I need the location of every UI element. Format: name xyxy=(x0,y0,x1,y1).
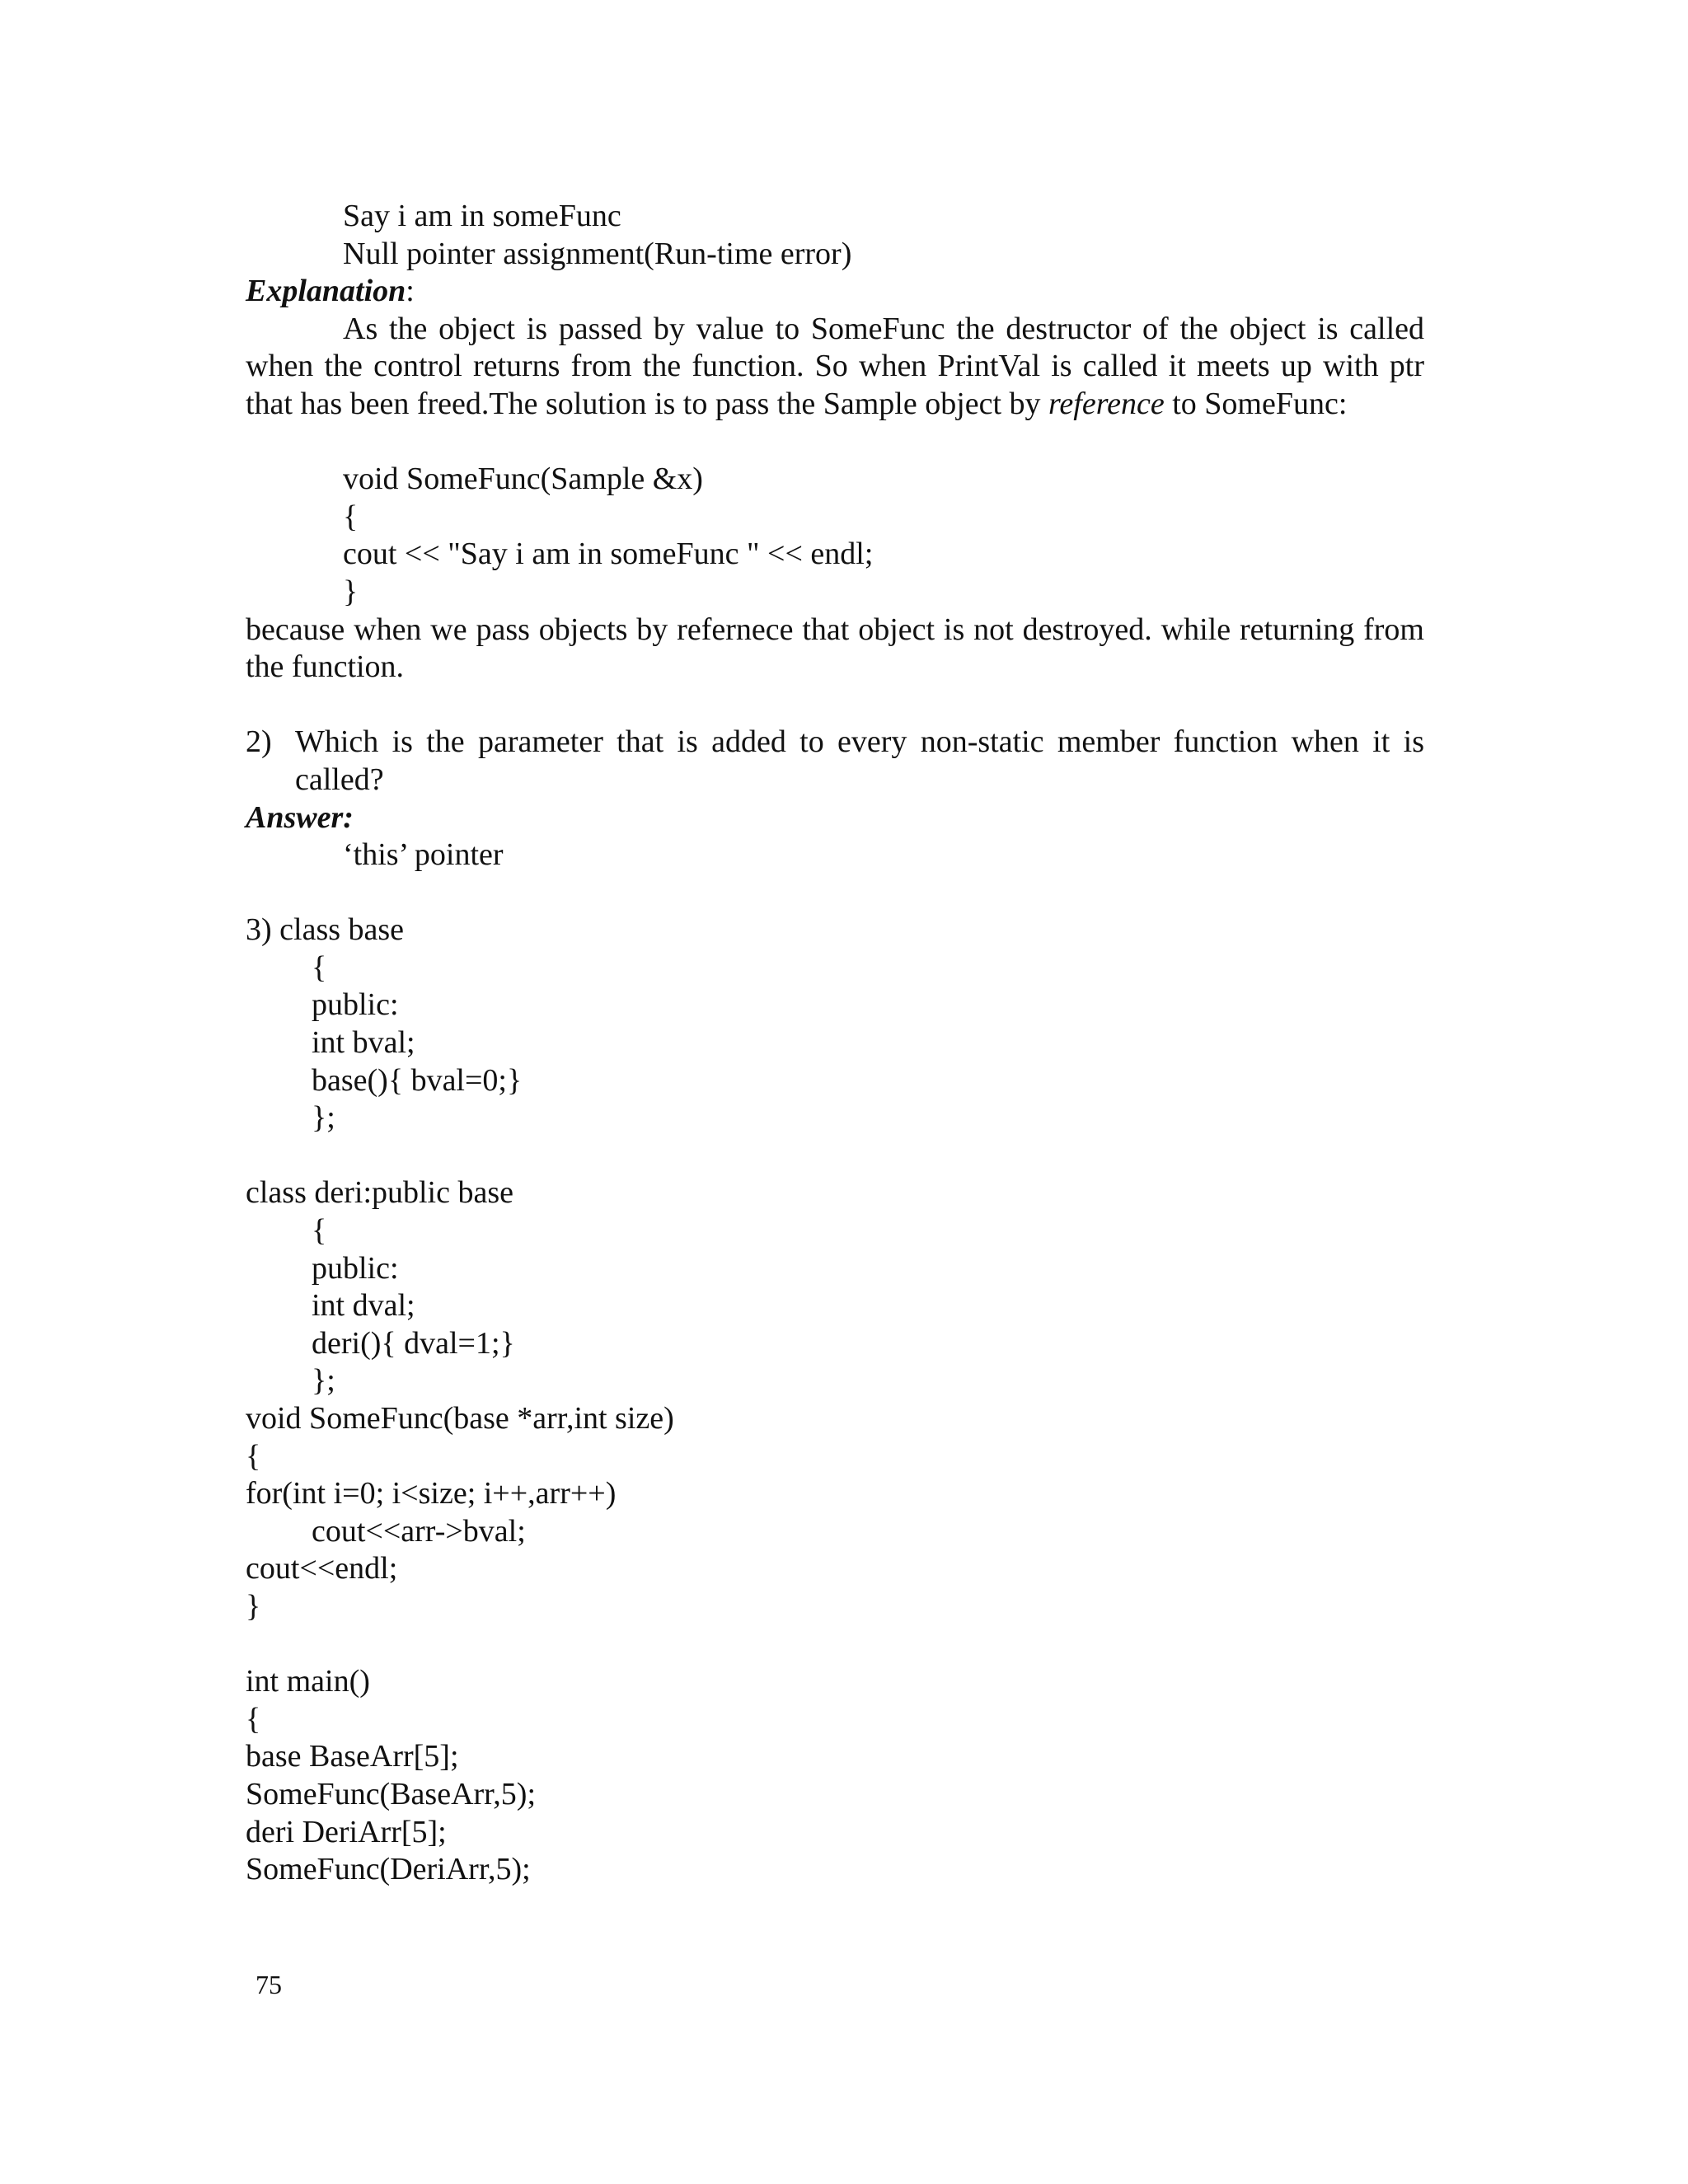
code-line: { xyxy=(246,1701,261,1736)
explanation-colon: : xyxy=(406,274,415,309)
explanation-paragraph xyxy=(246,311,1424,424)
code-line: cout<<arr->bval; xyxy=(312,1513,526,1549)
code-line: base BaseArr[5]; xyxy=(246,1739,459,1774)
code-line: public: xyxy=(312,1250,399,1286)
code-line: class deri:public base xyxy=(246,1175,514,1211)
code-line: }; xyxy=(312,1100,335,1136)
question-text: Which is the parameter that is added to every non-static member function when it is called? xyxy=(295,724,1424,797)
code-line: } xyxy=(343,574,359,609)
code-line: { xyxy=(343,499,359,534)
page-body xyxy=(246,198,1424,1889)
code-line: int bval; xyxy=(312,1025,415,1061)
code-line: cout<<endl; xyxy=(246,1551,398,1586)
code-line: void SomeFunc(base *arr,int size) xyxy=(246,1401,674,1436)
code-line: }; xyxy=(312,1363,335,1399)
page-number: 75 xyxy=(256,1970,282,1999)
code-line: 3) class base xyxy=(246,912,405,948)
question-number: 2) xyxy=(246,724,272,760)
code-line: deri DeriArr[5]; xyxy=(246,1814,447,1849)
code-line: { xyxy=(312,1213,327,1249)
code-line: SomeFunc(BaseArr,5); xyxy=(246,1776,537,1811)
spacer xyxy=(246,874,1424,912)
explanation-heading-line xyxy=(246,273,1424,311)
spacer xyxy=(246,1137,1424,1175)
code-line: } xyxy=(246,1588,261,1624)
code-line: int dval; xyxy=(312,1288,415,1324)
code-line: void SomeFunc(Sample &x) xyxy=(343,462,703,497)
code-line: { xyxy=(312,949,327,985)
code-line: int main() xyxy=(246,1664,370,1699)
code-line: public: xyxy=(312,987,399,1023)
output-line: Null pointer assignment(Run-time error) xyxy=(343,236,852,271)
code-line: for(int i=0; i<size; i++,arr++) xyxy=(246,1476,617,1511)
explanation-text-1: As the object is passed by value to SomeFunc the destructor of the object is called when the control returns from the function. So when PrintVal is called it meets up with ptr that has been freed.The solution is to pass the Sample object by xyxy=(246,311,1424,421)
answer-text: ‘this’ pointer xyxy=(343,837,504,873)
code-line: deri(){ dval=1;} xyxy=(312,1325,515,1361)
code-line: cout << "Say i am in someFunc " << endl; xyxy=(343,537,874,572)
code-line: { xyxy=(246,1438,261,1474)
explanation-text-2: to SomeFunc: xyxy=(1164,386,1348,421)
explanation-heading: Explanation xyxy=(246,274,406,309)
spacer xyxy=(246,1626,1424,1664)
output-line: Say i am in someFunc xyxy=(343,199,621,233)
answer-heading: Answer: xyxy=(246,799,354,835)
explanation-closing: because when we pass objects by refernece that object is not destroyed. while returning from the function. xyxy=(246,612,1424,685)
code-line: SomeFunc(DeriArr,5); xyxy=(246,1852,531,1887)
explanation-emphasis: reference xyxy=(1048,386,1165,421)
spacer xyxy=(246,424,1424,462)
question-2 xyxy=(246,724,1424,799)
code-line: base(){ bval=0;} xyxy=(312,1062,523,1098)
spacer xyxy=(246,687,1424,724)
